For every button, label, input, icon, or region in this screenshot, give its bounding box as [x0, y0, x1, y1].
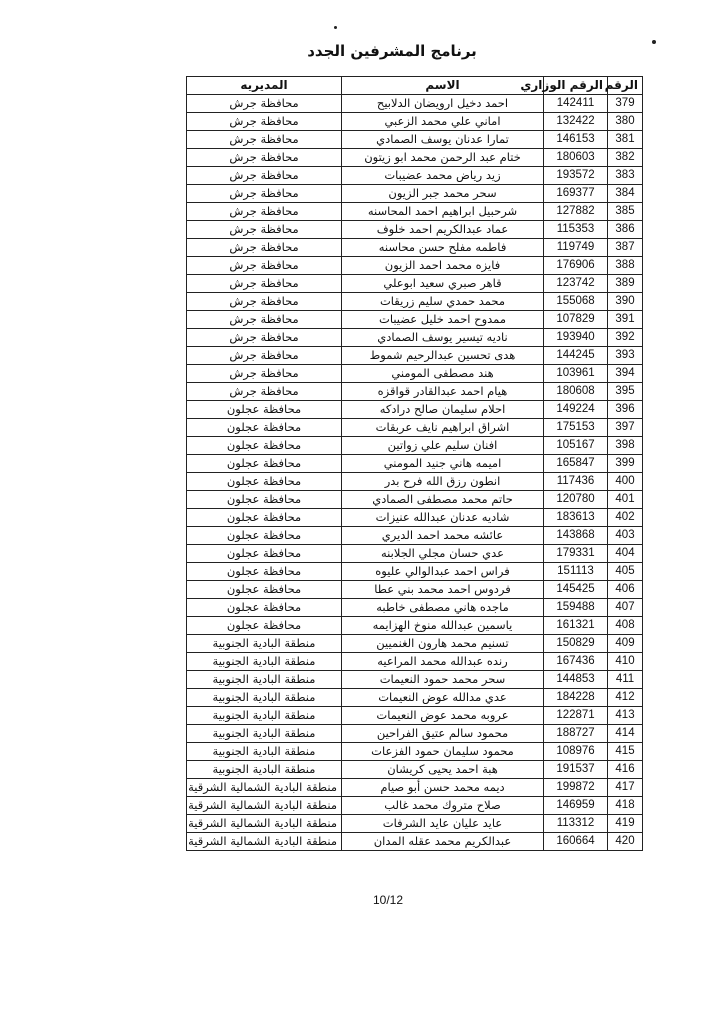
- table-row: [187, 743, 643, 761]
- table-row: [187, 221, 643, 239]
- row-number: 416: [608, 761, 643, 779]
- row-number: 389: [608, 275, 643, 293]
- table-row: [187, 581, 643, 599]
- row-number: 392: [608, 329, 643, 347]
- table-row: [187, 671, 643, 689]
- table-row: [187, 707, 643, 725]
- row-directorate: محافظة جرش: [187, 167, 342, 185]
- row-ministry-id: 142411: [544, 95, 608, 113]
- row-name: شرحبيل ابراهيم احمد المحاسنه: [342, 203, 544, 221]
- row-number: 390: [608, 293, 643, 311]
- row-number: 388: [608, 257, 643, 275]
- row-directorate: محافظة عجلون: [187, 437, 342, 455]
- row-ministry-id: 183613: [544, 509, 608, 527]
- row-ministry-id: 167436: [544, 653, 608, 671]
- table-row: [187, 185, 643, 203]
- row-name: فردوس احمد محمد بني عطا: [342, 581, 544, 599]
- row-name: انطون رزق الله فرح بدر: [342, 473, 544, 491]
- row-name: فاطمه مفلح حسن محاسنه: [342, 239, 544, 257]
- table-row: [187, 437, 643, 455]
- table-row: [187, 293, 643, 311]
- row-number: 403: [608, 527, 643, 545]
- row-ministry-id: 188727: [544, 725, 608, 743]
- row-name: هيام احمد عبدالقادر قواقزه: [342, 383, 544, 401]
- row-ministry-id: 143868: [544, 527, 608, 545]
- table-row: [187, 131, 643, 149]
- row-number: 402: [608, 509, 643, 527]
- row-number: 399: [608, 455, 643, 473]
- row-ministry-id: 176906: [544, 257, 608, 275]
- row-ministry-id: 165847: [544, 455, 608, 473]
- row-number: 384: [608, 185, 643, 203]
- row-ministry-id: 119749: [544, 239, 608, 257]
- row-number: 386: [608, 221, 643, 239]
- row-name: محمد حمدي سليم زريقات: [342, 293, 544, 311]
- row-ministry-id: 120780: [544, 491, 608, 509]
- row-directorate: منطقة البادية الجنوبية: [187, 671, 342, 689]
- header-ministry-id: الرقم الوزاري: [544, 77, 608, 95]
- row-directorate: محافظة عجلون: [187, 581, 342, 599]
- row-number: 404: [608, 545, 643, 563]
- row-name: عماد عبدالكريم احمد خلوف: [342, 221, 544, 239]
- row-directorate: محافظة جرش: [187, 329, 342, 347]
- row-directorate: محافظة عجلون: [187, 545, 342, 563]
- row-ministry-id: 179331: [544, 545, 608, 563]
- row-directorate: محافظة جرش: [187, 221, 342, 239]
- row-name: تمارا عدنان يوسف الصمادي: [342, 131, 544, 149]
- row-number: 413: [608, 707, 643, 725]
- row-directorate: محافظة جرش: [187, 383, 342, 401]
- row-name: زيد رياض محمد عضيبات: [342, 167, 544, 185]
- row-number: 397: [608, 419, 643, 437]
- row-name: محمود سالم عتيق الفراحين: [342, 725, 544, 743]
- row-number: 395: [608, 383, 643, 401]
- row-number: 415: [608, 743, 643, 761]
- row-number: 405: [608, 563, 643, 581]
- table-row: [187, 509, 643, 527]
- table-row: [187, 311, 643, 329]
- row-name: حاتم محمد مصطفى الصمادي: [342, 491, 544, 509]
- row-name: اشراق ابراهيم نايف عربقات: [342, 419, 544, 437]
- row-name: احلام سليمان صالح درادكه: [342, 401, 544, 419]
- row-directorate: محافظة عجلون: [187, 419, 342, 437]
- row-directorate: محافظة عجلون: [187, 617, 342, 635]
- row-directorate: منطقة البادية الشمالية الشرقية: [187, 797, 342, 815]
- table-row: [187, 725, 643, 743]
- supervisors-table: [186, 76, 643, 851]
- row-ministry-id: 105167: [544, 437, 608, 455]
- table-row: [187, 797, 643, 815]
- row-name: محمود سليمان حمود الفزعات: [342, 743, 544, 761]
- row-name: ختام عبد الرحمن محمد ابو زيتون: [342, 149, 544, 167]
- row-directorate: محافظة عجلون: [187, 473, 342, 491]
- row-name: عايد عليان عايد الشرفات: [342, 815, 544, 833]
- row-directorate: محافظة جرش: [187, 275, 342, 293]
- table-row: [187, 833, 643, 851]
- row-number: 408: [608, 617, 643, 635]
- row-ministry-id: 161321: [544, 617, 608, 635]
- row-name: اماني علي محمد الزعبي: [342, 113, 544, 131]
- row-directorate: محافظة عجلون: [187, 599, 342, 617]
- row-number: 401: [608, 491, 643, 509]
- table-row: [187, 167, 643, 185]
- table-row: [187, 761, 643, 779]
- row-directorate: محافظة جرش: [187, 131, 342, 149]
- row-directorate: منطقة البادية الجنوبية: [187, 653, 342, 671]
- row-name: هند مصطفى المومني: [342, 365, 544, 383]
- row-name: ممدوح احمد خليل عضيبات: [342, 311, 544, 329]
- row-directorate: محافظة جرش: [187, 95, 342, 113]
- row-ministry-id: 180608: [544, 383, 608, 401]
- table-row: [187, 257, 643, 275]
- row-name: عدي حسان مجلي الجلابنه: [342, 545, 544, 563]
- row-directorate: منطقة البادية الجنوبية: [187, 635, 342, 653]
- table-row: [187, 95, 643, 113]
- row-ministry-id: 159488: [544, 599, 608, 617]
- row-directorate: محافظة جرش: [187, 149, 342, 167]
- row-name: افنان سليم علي زواتين: [342, 437, 544, 455]
- row-number: 414: [608, 725, 643, 743]
- row-name: عبدالكريم محمد عقله المدان: [342, 833, 544, 851]
- row-ministry-id: 155068: [544, 293, 608, 311]
- table-row: [187, 563, 643, 581]
- row-ministry-id: 107829: [544, 311, 608, 329]
- table-row: [187, 239, 643, 257]
- row-ministry-id: 113312: [544, 815, 608, 833]
- row-number: 419: [608, 815, 643, 833]
- row-number: 412: [608, 689, 643, 707]
- row-directorate: محافظة جرش: [187, 239, 342, 257]
- row-directorate: محافظة عجلون: [187, 509, 342, 527]
- row-directorate: محافظة جرش: [187, 365, 342, 383]
- row-number: 383: [608, 167, 643, 185]
- row-number: 417: [608, 779, 643, 797]
- page-title: برنامج المشرفين الجدد: [307, 42, 477, 60]
- table-row: [187, 635, 643, 653]
- row-ministry-id: 103961: [544, 365, 608, 383]
- table-row: [187, 149, 643, 167]
- row-ministry-id: 149224: [544, 401, 608, 419]
- row-ministry-id: 132422: [544, 113, 608, 131]
- row-number: 409: [608, 635, 643, 653]
- row-directorate: محافظة عجلون: [187, 401, 342, 419]
- row-name: سحر محمد حمود النعيمات: [342, 671, 544, 689]
- table-row: [187, 527, 643, 545]
- row-name: رنده عبدالله محمد المراعيه: [342, 653, 544, 671]
- row-directorate: محافظة جرش: [187, 347, 342, 365]
- row-number: 380: [608, 113, 643, 131]
- row-ministry-id: 123742: [544, 275, 608, 293]
- row-ministry-id: 144853: [544, 671, 608, 689]
- row-directorate: منطقة البادية الجنوبية: [187, 725, 342, 743]
- row-ministry-id: 169377: [544, 185, 608, 203]
- table-row: [187, 329, 643, 347]
- row-name: فايزه محمد احمد الزيون: [342, 257, 544, 275]
- row-directorate: محافظة جرش: [187, 113, 342, 131]
- row-ministry-id: 108976: [544, 743, 608, 761]
- row-ministry-id: 175153: [544, 419, 608, 437]
- row-number: 382: [608, 149, 643, 167]
- row-ministry-id: 150829: [544, 635, 608, 653]
- header-directorate: المديريه: [187, 77, 342, 95]
- row-number: 420: [608, 833, 643, 851]
- table-row: [187, 275, 643, 293]
- table-row: [187, 401, 643, 419]
- row-number: 400: [608, 473, 643, 491]
- row-ministry-id: 151113: [544, 563, 608, 581]
- row-ministry-id: 193940: [544, 329, 608, 347]
- row-ministry-id: 117436: [544, 473, 608, 491]
- table-row: [187, 347, 643, 365]
- row-name: ياسمين عبدالله منوخ الهزايمه: [342, 617, 544, 635]
- table-row: [187, 599, 643, 617]
- row-directorate: منطقة البادية الشمالية الشرقية: [187, 815, 342, 833]
- table-row: [187, 113, 643, 131]
- row-name: سحر محمد جبر الزيون: [342, 185, 544, 203]
- row-name: عائشه محمد احمد الديري: [342, 527, 544, 545]
- row-ministry-id: 160664: [544, 833, 608, 851]
- row-ministry-id: 146153: [544, 131, 608, 149]
- row-ministry-id: 122871: [544, 707, 608, 725]
- row-ministry-id: 199872: [544, 779, 608, 797]
- table-row: [187, 815, 643, 833]
- row-ministry-id: 115353: [544, 221, 608, 239]
- row-name: ديمه محمد حسن أبو صيام: [342, 779, 544, 797]
- row-directorate: منطقة البادية الجنوبية: [187, 743, 342, 761]
- row-name: شاديه عدنان عبدالله عنيزات: [342, 509, 544, 527]
- row-ministry-id: 180603: [544, 149, 608, 167]
- row-name: هبة احمد يحيى كريشان: [342, 761, 544, 779]
- row-directorate: منطقة البادية الجنوبية: [187, 761, 342, 779]
- row-number: 407: [608, 599, 643, 617]
- row-name: ناديه تيسير يوسف الصمادي: [342, 329, 544, 347]
- row-directorate: محافظة عجلون: [187, 491, 342, 509]
- row-name: ماجده هاني مصطفى خاطبه: [342, 599, 544, 617]
- table-row: [187, 383, 643, 401]
- row-directorate: منطقة البادية الجنوبية: [187, 707, 342, 725]
- row-name: هدى تحسين عبدالرحيم شموط: [342, 347, 544, 365]
- row-directorate: محافظة جرش: [187, 185, 342, 203]
- row-number: 394: [608, 365, 643, 383]
- row-number: 381: [608, 131, 643, 149]
- row-number: 411: [608, 671, 643, 689]
- row-number: 387: [608, 239, 643, 257]
- row-ministry-id: 184228: [544, 689, 608, 707]
- row-number: 410: [608, 653, 643, 671]
- row-directorate: منطقة البادية الشمالية الشرقية: [187, 833, 342, 851]
- header-name: الاسم: [342, 77, 544, 95]
- row-ministry-id: 146959: [544, 797, 608, 815]
- row-name: احمد دخيل ارويضان الدلابيح: [342, 95, 544, 113]
- row-number: 379: [608, 95, 643, 113]
- row-number: 385: [608, 203, 643, 221]
- row-name: قاهر صبري سعيد ابوعلي: [342, 275, 544, 293]
- table-row: [187, 779, 643, 797]
- row-number: 391: [608, 311, 643, 329]
- page-number: 10/12: [372, 893, 404, 907]
- row-number: 398: [608, 437, 643, 455]
- row-number: 396: [608, 401, 643, 419]
- row-directorate: محافظة عجلون: [187, 527, 342, 545]
- row-number: 393: [608, 347, 643, 365]
- table-row: [187, 491, 643, 509]
- row-directorate: محافظة جرش: [187, 293, 342, 311]
- row-name: اميمه هاني جنيد المومني: [342, 455, 544, 473]
- row-directorate: منطقة البادية الشمالية الشرقية: [187, 779, 342, 797]
- table-header-row: [187, 77, 643, 95]
- row-ministry-id: 193572: [544, 167, 608, 185]
- table-row: [187, 653, 643, 671]
- row-name: عدي مدالله عوض النعيمات: [342, 689, 544, 707]
- table-body: [187, 95, 643, 851]
- table-row: [187, 473, 643, 491]
- table-row: [187, 419, 643, 437]
- table-row: [187, 617, 643, 635]
- row-directorate: محافظة عجلون: [187, 563, 342, 581]
- row-ministry-id: 145425: [544, 581, 608, 599]
- row-name: عروبه محمد عوض النعيمات: [342, 707, 544, 725]
- row-directorate: محافظة جرش: [187, 311, 342, 329]
- table-row: [187, 365, 643, 383]
- row-name: صلاح متروك محمد غالب: [342, 797, 544, 815]
- row-ministry-id: 191537: [544, 761, 608, 779]
- table-row: [187, 455, 643, 473]
- scan-speck: [334, 26, 337, 29]
- row-number: 406: [608, 581, 643, 599]
- row-number: 418: [608, 797, 643, 815]
- header-num: الرقم: [608, 77, 643, 95]
- row-name: تسنيم محمد هارون الغنميين: [342, 635, 544, 653]
- row-name: فراس احمد عبدالوالي عليوه: [342, 563, 544, 581]
- table-row: [187, 203, 643, 221]
- row-directorate: محافظة عجلون: [187, 455, 342, 473]
- row-directorate: محافظة جرش: [187, 257, 342, 275]
- table-row: [187, 689, 643, 707]
- row-ministry-id: 127882: [544, 203, 608, 221]
- row-directorate: محافظة جرش: [187, 203, 342, 221]
- row-ministry-id: 144245: [544, 347, 608, 365]
- table-row: [187, 545, 643, 563]
- row-directorate: منطقة البادية الجنوبية: [187, 689, 342, 707]
